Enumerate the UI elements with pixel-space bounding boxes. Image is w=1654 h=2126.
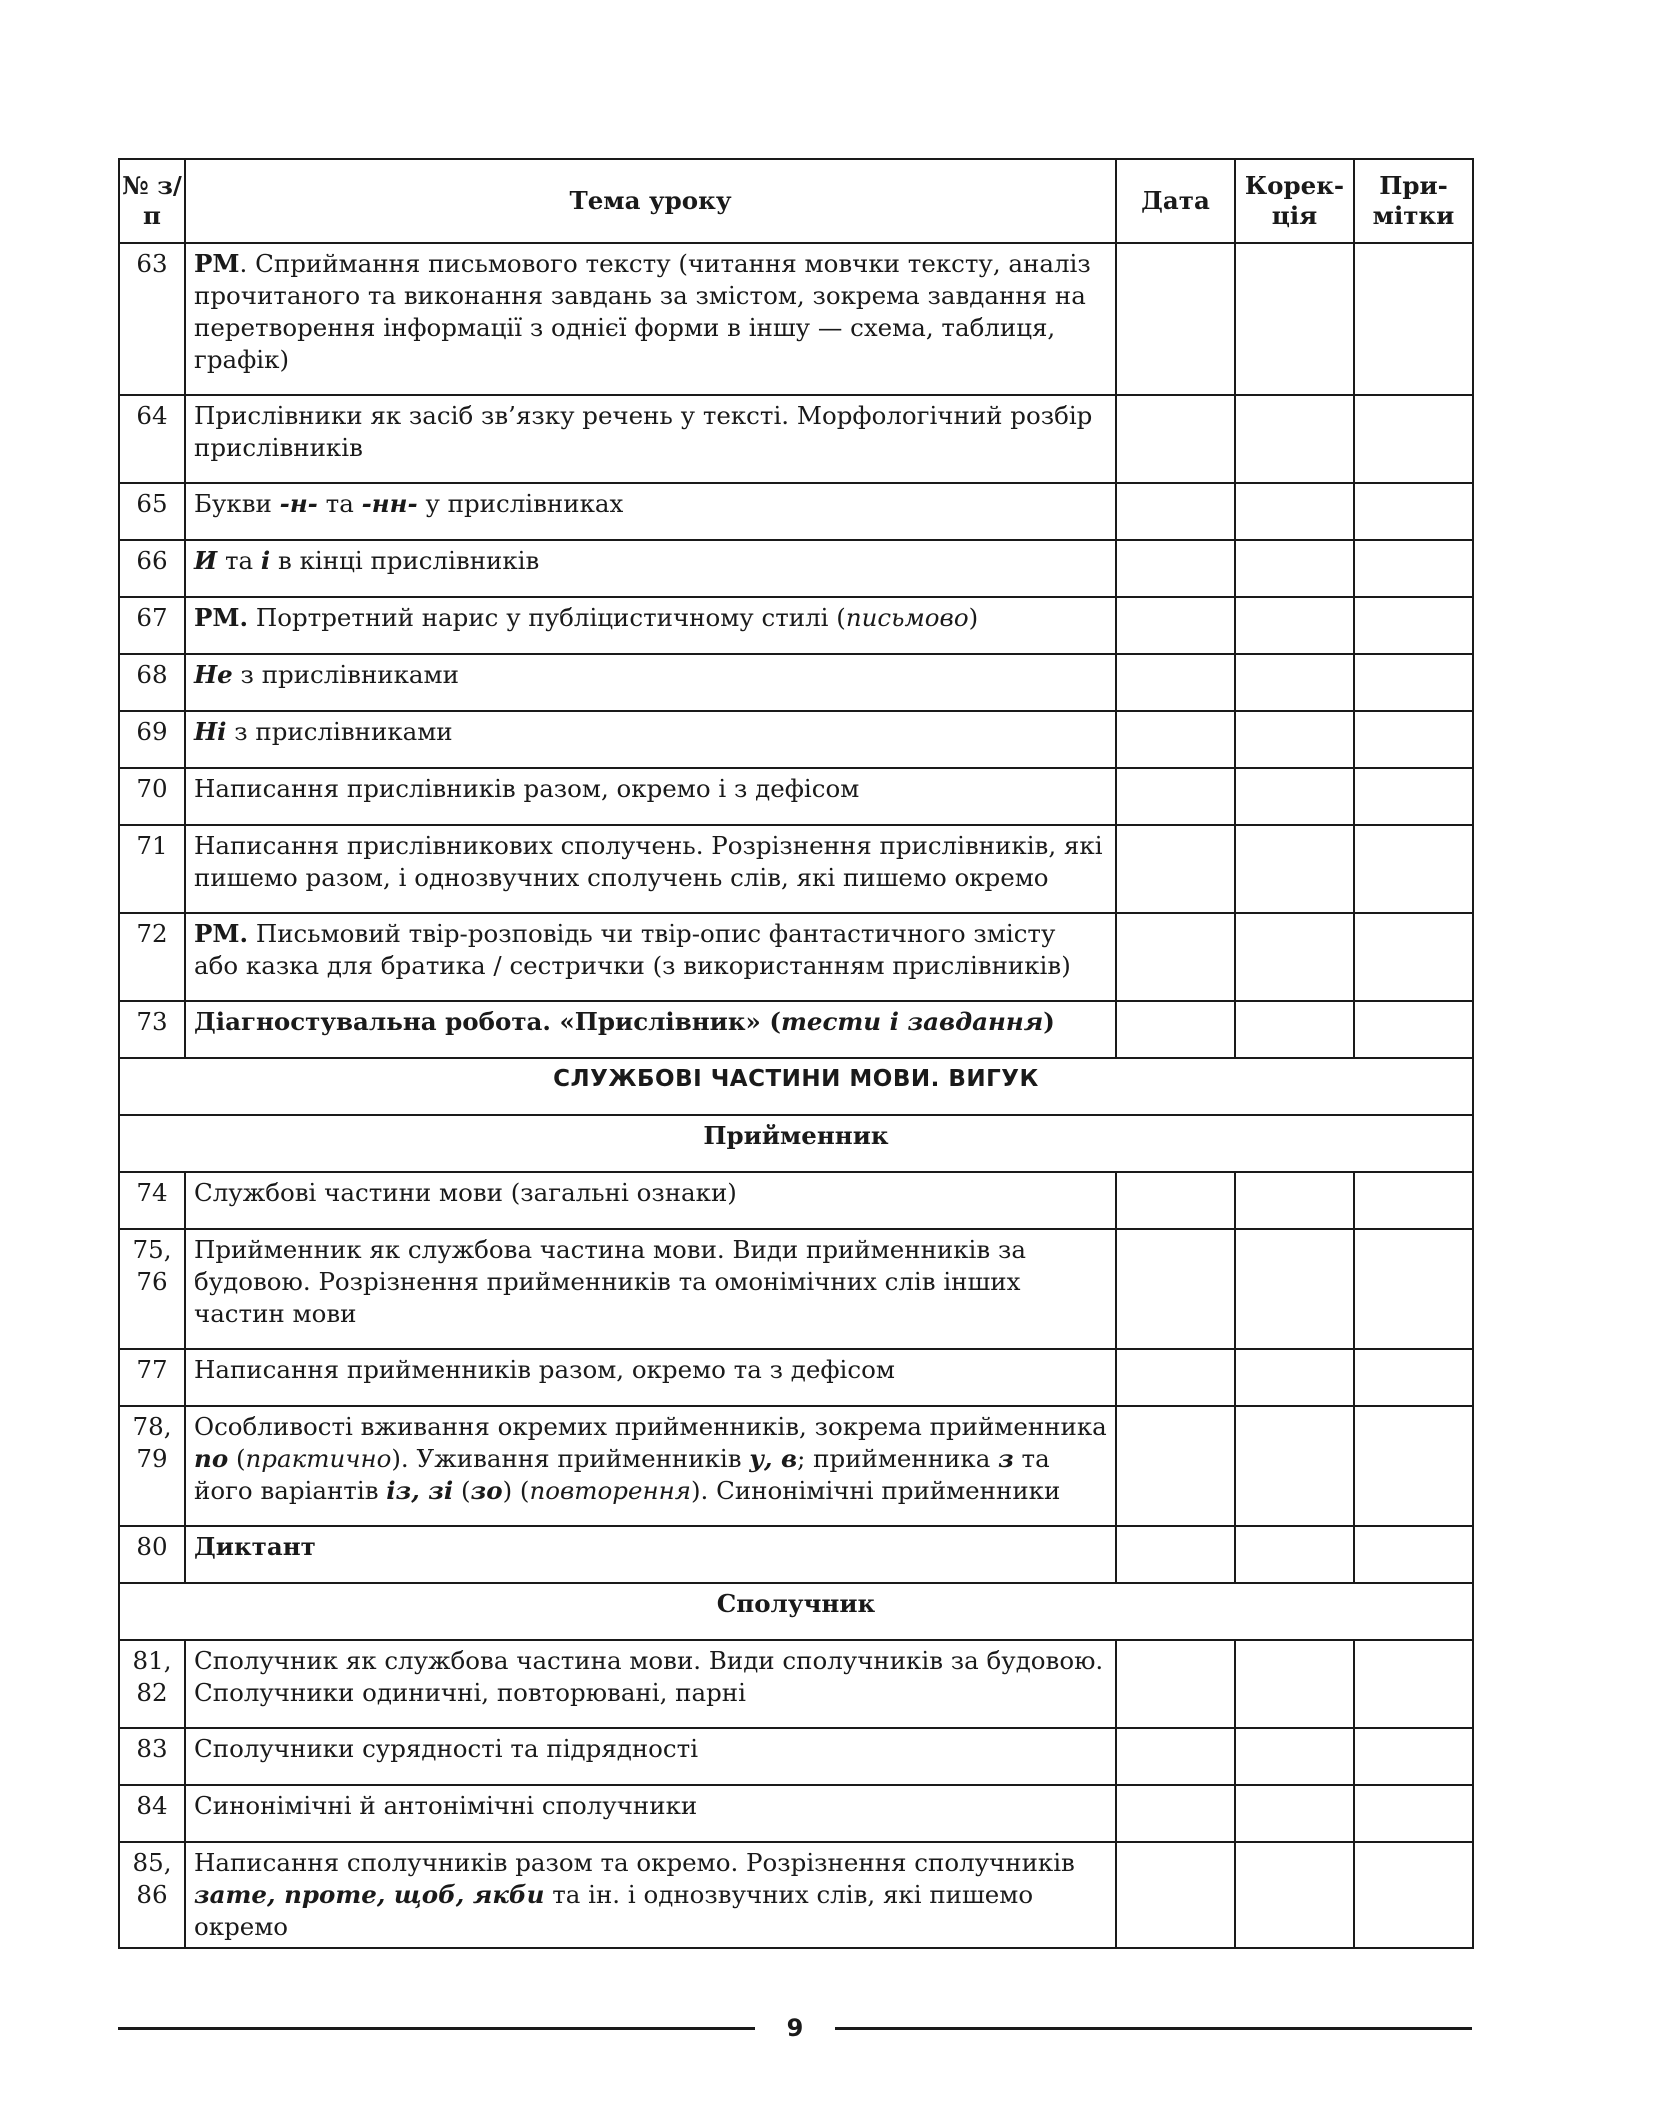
date-cell[interactable] [1116, 1640, 1235, 1728]
lesson-number: 80 [119, 1526, 185, 1583]
table-row [119, 1842, 1473, 1948]
correction-cell[interactable] [1235, 768, 1354, 825]
table-row [119, 1785, 1473, 1842]
correction-cell[interactable] [1235, 913, 1354, 1001]
header-number: № з/п [119, 159, 185, 243]
lesson-topic: Ні з прислівниками [185, 711, 1116, 768]
correction-cell[interactable] [1235, 1406, 1354, 1526]
date-cell[interactable] [1116, 1406, 1235, 1526]
table-body [119, 243, 1473, 1948]
date-cell[interactable] [1116, 1229, 1235, 1349]
section-title: СЛУЖБОВІ ЧАСТИНИ МОВИ. ВИГУК [119, 1058, 1473, 1115]
lesson-topic: Диктант [185, 1526, 1116, 1583]
correction-cell[interactable] [1235, 1349, 1354, 1406]
date-cell[interactable] [1116, 1349, 1235, 1406]
notes-cell[interactable] [1354, 540, 1473, 597]
notes-cell[interactable] [1354, 1001, 1473, 1058]
correction-cell[interactable] [1235, 243, 1354, 395]
lesson-number: 65 [119, 483, 185, 540]
notes-cell[interactable] [1354, 1785, 1473, 1842]
lesson-topic: Написання прислівникових сполучень. Розрізнення прислівників, які пишемо разом, і однозвучних сполучень слів, які пишемо окремо [185, 825, 1116, 913]
correction-cell[interactable] [1235, 597, 1354, 654]
lesson-number: 85, 86 [119, 1842, 185, 1948]
lesson-number: 84 [119, 1785, 185, 1842]
correction-cell[interactable] [1235, 1172, 1354, 1229]
header-date: Дата [1116, 159, 1235, 243]
table-row [119, 768, 1473, 825]
lesson-topic: Написання прислівників разом, окремо і з дефісом [185, 768, 1116, 825]
notes-cell[interactable] [1354, 1640, 1473, 1728]
date-cell[interactable] [1116, 1785, 1235, 1842]
correction-cell[interactable] [1235, 711, 1354, 768]
lesson-number: 73 [119, 1001, 185, 1058]
correction-cell[interactable] [1235, 1785, 1354, 1842]
date-cell[interactable] [1116, 1001, 1235, 1058]
table-row [119, 913, 1473, 1001]
lesson-topic: РМ. Сприймання письмового тексту (читання мовчки тексту, аналіз прочитаного та виконання завдань за змістом, зокрема завдання на перетворення інформації з однієї форми в іншу — схема, таблиця, графік) [185, 243, 1116, 395]
notes-cell[interactable] [1354, 913, 1473, 1001]
date-cell[interactable] [1116, 711, 1235, 768]
header-correction: Корек-ція [1235, 159, 1354, 243]
subsection-heading-row [119, 1115, 1473, 1172]
correction-cell[interactable] [1235, 540, 1354, 597]
table-row [119, 1406, 1473, 1526]
table-row [119, 540, 1473, 597]
table-row [119, 1728, 1473, 1785]
notes-cell[interactable] [1354, 243, 1473, 395]
lesson-number: 81, 82 [119, 1640, 185, 1728]
lesson-topic: Синонімічні й антонімічні сполучники [185, 1785, 1116, 1842]
lesson-number: 78, 79 [119, 1406, 185, 1526]
lesson-topic: Сполучник як службова частина мови. Види сполучників за будовою. Сполучники одиничні, повторювані, парні [185, 1640, 1116, 1728]
header-topic: Тема уроку [185, 159, 1116, 243]
correction-cell[interactable] [1235, 1001, 1354, 1058]
notes-cell[interactable] [1354, 395, 1473, 483]
lesson-number: 72 [119, 913, 185, 1001]
subsection-title: Прийменник [119, 1115, 1473, 1172]
date-cell[interactable] [1116, 483, 1235, 540]
lesson-number: 68 [119, 654, 185, 711]
lesson-topic: Не з прислівниками [185, 654, 1116, 711]
lesson-number: 71 [119, 825, 185, 913]
notes-cell[interactable] [1354, 1172, 1473, 1229]
table-row [119, 1001, 1473, 1058]
notes-cell[interactable] [1354, 1842, 1473, 1948]
table-row [119, 1526, 1473, 1583]
lesson-number: 83 [119, 1728, 185, 1785]
date-cell[interactable] [1116, 913, 1235, 1001]
notes-cell[interactable] [1354, 597, 1473, 654]
lesson-topic: РМ. Письмовий твір-розповідь чи твір-опис фантастичного змісту або казка для братика / сестрички (з використанням прислівників) [185, 913, 1116, 1001]
notes-cell[interactable] [1354, 711, 1473, 768]
table-row [119, 654, 1473, 711]
notes-cell[interactable] [1354, 1728, 1473, 1785]
correction-cell[interactable] [1235, 395, 1354, 483]
date-cell[interactable] [1116, 654, 1235, 711]
lesson-plan-table [118, 158, 1474, 1949]
lesson-topic: И та і в кінці прислівників [185, 540, 1116, 597]
lesson-topic: Сполучники сурядності та підрядності [185, 1728, 1116, 1785]
lesson-number: 77 [119, 1349, 185, 1406]
table-row [119, 483, 1473, 540]
correction-cell[interactable] [1235, 654, 1354, 711]
lesson-number: 74 [119, 1172, 185, 1229]
correction-cell[interactable] [1235, 1728, 1354, 1785]
table-row [119, 1349, 1473, 1406]
notes-cell[interactable] [1354, 825, 1473, 913]
correction-cell[interactable] [1235, 1229, 1354, 1349]
lesson-number: 64 [119, 395, 185, 483]
date-cell[interactable] [1116, 768, 1235, 825]
correction-cell[interactable] [1235, 483, 1354, 540]
lesson-number: 70 [119, 768, 185, 825]
date-cell[interactable] [1116, 1526, 1235, 1583]
date-cell[interactable] [1116, 825, 1235, 913]
subsection-heading-row [119, 1583, 1473, 1640]
lesson-topic: Прислівники як засіб зв’язку речень у тексті. Морфологічний розбір прислівників [185, 395, 1116, 483]
correction-cell[interactable] [1235, 825, 1354, 913]
notes-cell[interactable] [1354, 483, 1473, 540]
subsection-title: Сполучник [119, 1583, 1473, 1640]
notes-cell[interactable] [1354, 1526, 1473, 1583]
lesson-topic: Прийменник як службова частина мови. Види прийменників за будовою. Розрізнення прийменників та омонімічних слів інших частин мови [185, 1229, 1116, 1349]
notes-cell[interactable] [1354, 1406, 1473, 1526]
date-cell[interactable] [1116, 597, 1235, 654]
lesson-number: 67 [119, 597, 185, 654]
lesson-number: 75, 76 [119, 1229, 185, 1349]
table-row [119, 1172, 1473, 1229]
date-cell[interactable] [1116, 540, 1235, 597]
table-row [119, 1229, 1473, 1349]
page-footer [118, 2010, 1472, 2046]
page-number: 9 [786, 2014, 804, 2042]
date-cell[interactable] [1116, 395, 1235, 483]
table-row [119, 395, 1473, 483]
lesson-topic: РМ. Портретний нарис у публіцистичному стилі (письмово) [185, 597, 1116, 654]
table-row [119, 1640, 1473, 1728]
correction-cell[interactable] [1235, 1842, 1354, 1948]
lesson-number: 69 [119, 711, 185, 768]
table-row [119, 243, 1473, 395]
table-header-row [119, 159, 1473, 243]
lesson-number: 66 [119, 540, 185, 597]
lesson-topic: Букви -н- та -нн- у прислівниках [185, 483, 1116, 540]
date-cell[interactable] [1116, 243, 1235, 395]
lesson-topic: Написання прийменників разом, окремо та з дефісом [185, 1349, 1116, 1406]
lesson-topic: Службові частини мови (загальні ознаки) [185, 1172, 1116, 1229]
date-cell[interactable] [1116, 1728, 1235, 1785]
date-cell[interactable] [1116, 1842, 1235, 1948]
section-heading-row [119, 1058, 1473, 1115]
header-notes: При-мітки [1354, 159, 1473, 243]
lesson-number: 63 [119, 243, 185, 395]
table-row [119, 825, 1473, 913]
table-row [119, 597, 1473, 654]
notes-cell[interactable] [1354, 1229, 1473, 1349]
correction-cell[interactable] [1235, 1526, 1354, 1583]
lesson-topic: Особливості вживання окремих прийменників, зокрема прийменника по (практично). Уживання прийменників у, в; прийменника з та його варіантів із, зі (зо) (повторення). Синонімічні прийменники [185, 1406, 1116, 1526]
table-row [119, 711, 1473, 768]
notes-cell[interactable] [1354, 768, 1473, 825]
correction-cell[interactable] [1235, 1640, 1354, 1728]
footer-rule-right [835, 2027, 1472, 2030]
date-cell[interactable] [1116, 1172, 1235, 1229]
lesson-topic: Діагностувальна робота. «Прислівник» (тести і завдання) [185, 1001, 1116, 1058]
notes-cell[interactable] [1354, 654, 1473, 711]
notes-cell[interactable] [1354, 1349, 1473, 1406]
lesson-topic: Написання сполучників разом та окремо. Розрізнення сполучників зате, проте, щоб, якби та ін. і однозвучних слів, які пишемо окремо [185, 1842, 1116, 1948]
